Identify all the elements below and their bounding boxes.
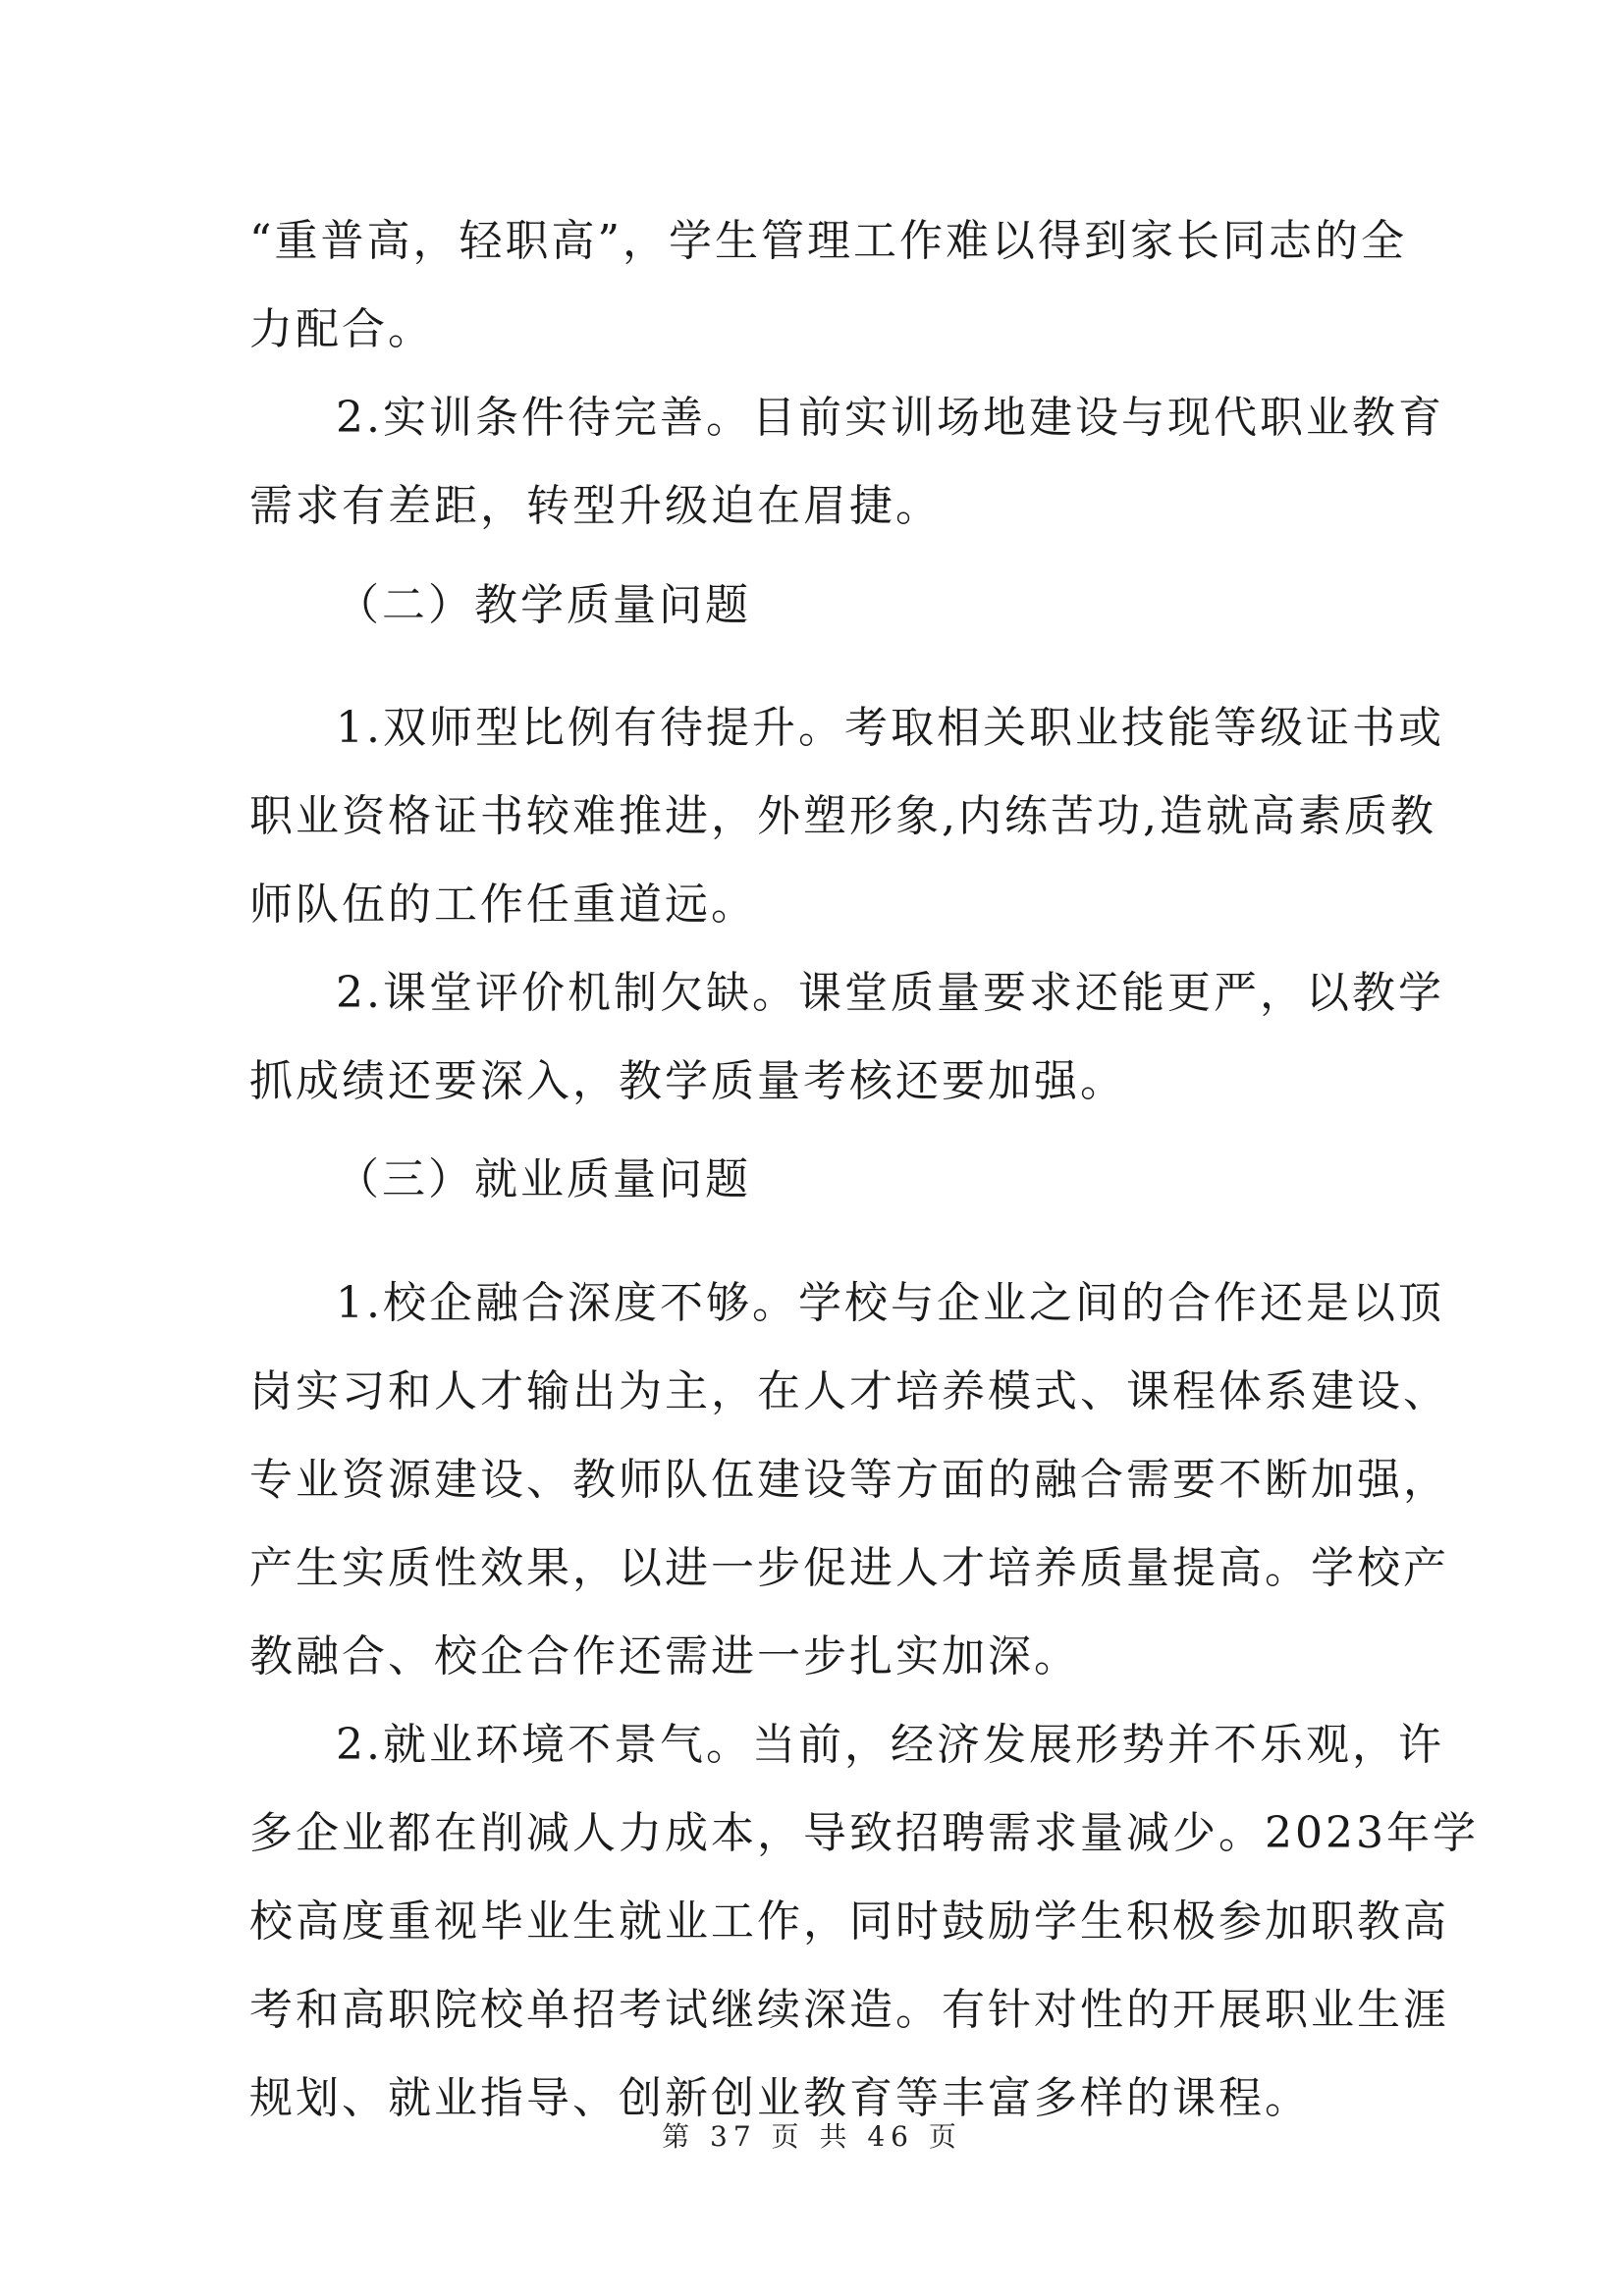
paragraph-line: 需求有差距，转型升级迫在眉捷。 — [249, 481, 942, 531]
paragraph-line: 抓成绩还要深入，教学质量考核还要加强。 — [249, 1056, 1126, 1106]
paragraph-line: 考和高职院校单招考试继续深造。有针对性的开展职业生涯 — [249, 1985, 1449, 2035]
section-heading: （二）教学质量问题 — [336, 580, 751, 630]
paragraph-line: 1.校企融合深度不够。学校与企业之间的合作还是以顶 — [336, 1278, 1444, 1328]
paragraph-line: 多企业都在削减人力成本，导致招聘需求量减少。2023年学 — [249, 1808, 1479, 1858]
paragraph-line: 专业资源建设、教师队伍建设等方面的融合需要不断加强， — [249, 1455, 1449, 1505]
paragraph-line: 2.就业环境不景气。当前，经济发展形势并不乐观，许 — [336, 1720, 1444, 1770]
paragraph-line: 产生实质性效果，以进一步促进人才培养质量提高。学校产 — [249, 1543, 1449, 1593]
page-number-footer: 第 37 页 共 46 页 — [662, 2120, 962, 2153]
paragraph-line: 1.双师型比例有待提升。考取相关职业技能等级证书或 — [336, 703, 1444, 753]
paragraph-line: 校高度重视毕业生就业工作，同时鼓励学生积极参加职教高 — [249, 1896, 1449, 1947]
paragraph-line: 教融合、校企合作还需进一步扎实加深。 — [249, 1631, 1080, 1682]
paragraph-line: 职业资格证书较难推进，外塑形象,内练苦功,造就高素质教 — [249, 791, 1436, 841]
paragraph-line: 岗实习和人才输出为主，在人才培养模式、课程体系建设、 — [249, 1366, 1449, 1416]
paragraph-line: 2.实训条件待完善。目前实训场地建设与现代职业教育 — [336, 393, 1444, 443]
paragraph-line: 力配合。 — [249, 304, 434, 354]
paragraph-line: 师队伍的工作任重道远。 — [249, 880, 757, 930]
paragraph-line: 2.课堂评价机制欠缺。课堂质量要求还能更严，以教学 — [336, 968, 1444, 1018]
paragraph-line: “重普高，轻职高”，学生管理工作难以得到家长同志的全 — [249, 216, 1407, 266]
section-heading: （三）就业质量问题 — [336, 1154, 751, 1204]
paragraph-line: 规划、就业指导、创新创业教育等丰富多样的课程。 — [249, 2073, 1311, 2123]
